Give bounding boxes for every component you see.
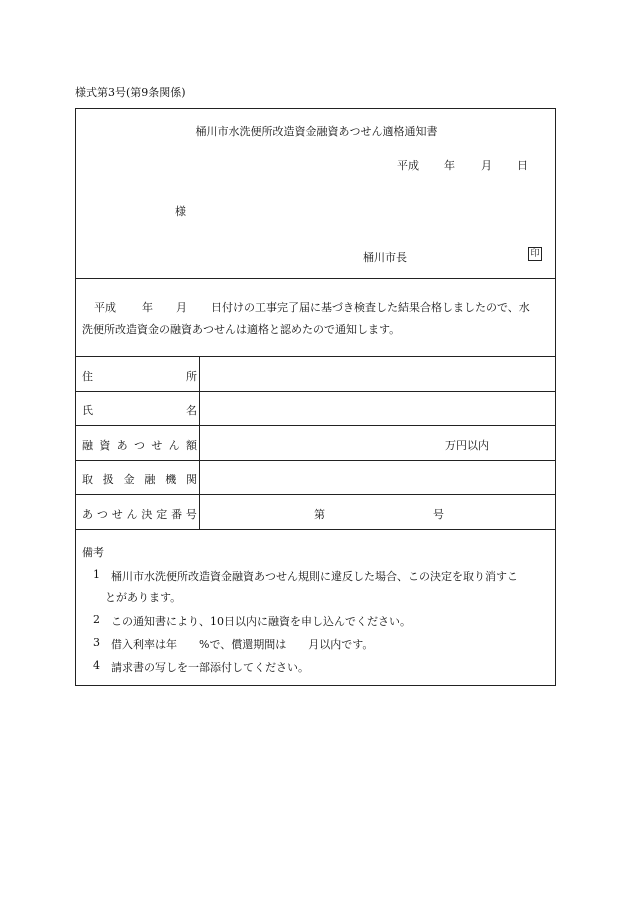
decision-number-suffix: 号 bbox=[433, 508, 444, 521]
label-char: 取 bbox=[82, 473, 93, 486]
label-char: 号 bbox=[185, 508, 197, 521]
label-char: あ bbox=[116, 439, 128, 452]
divider bbox=[76, 356, 555, 357]
remark-text: 請求書の写しを一部添付してください。 bbox=[111, 661, 309, 674]
label-char: 決 bbox=[141, 508, 153, 521]
label-char: 関 bbox=[185, 473, 197, 486]
label-char: せ bbox=[151, 439, 163, 452]
divider bbox=[76, 494, 555, 495]
document-title: 桶川市水洗便所改造資金融資あつせん適格通知書 bbox=[195, 125, 438, 138]
divider bbox=[76, 529, 555, 530]
body-line-2: 洗便所改造資金の融資あつせんは適格と認めたので通知します。 bbox=[82, 323, 401, 336]
label-char: 定 bbox=[156, 508, 168, 521]
remarks-heading: 備考 bbox=[82, 546, 104, 559]
column-divider bbox=[199, 356, 200, 529]
divider bbox=[76, 391, 555, 392]
label-char: ん bbox=[126, 508, 138, 521]
seal-mark: 印 bbox=[528, 247, 542, 261]
label-char: 所 bbox=[186, 370, 197, 383]
remark-text: 桶川市水洗便所改造資金融資あつせん規則に違反した場合、この決定を取り消すこ bbox=[111, 570, 518, 583]
remark-text: この通知書により、10日以内に融資を申し込んでください。 bbox=[111, 615, 411, 628]
row-label-decision-number bbox=[82, 506, 197, 522]
notice-form bbox=[75, 108, 556, 686]
row-label-name bbox=[82, 402, 197, 418]
label-char: せ bbox=[111, 508, 123, 521]
label-char: 扱 bbox=[102, 473, 114, 486]
date-month: 月 bbox=[481, 159, 492, 172]
form-number: 様式第3号(第9条関係) bbox=[75, 86, 186, 99]
label-char: つ bbox=[133, 439, 145, 452]
date-day: 日 bbox=[517, 159, 528, 172]
body-month: 月 bbox=[176, 301, 187, 314]
label-char: 金 bbox=[123, 473, 135, 486]
decision-number-prefix: 第 bbox=[314, 508, 325, 521]
body-year: 年 bbox=[142, 301, 153, 314]
remark-number: 4 bbox=[93, 659, 100, 672]
label-char: 機 bbox=[165, 473, 177, 486]
label-char: 住 bbox=[82, 370, 93, 383]
label-char: 番 bbox=[171, 508, 183, 521]
remark-text-continued: とがあります。 bbox=[105, 591, 182, 604]
label-char: 氏 bbox=[82, 404, 93, 417]
body-era: 平成 bbox=[94, 301, 116, 314]
loan-amount-unit: 万円以内 bbox=[445, 439, 489, 452]
body-line-1: 日付けの工事完了届に基づき検査した結果合格しましたので、水 bbox=[211, 301, 530, 314]
issuer-name: 桶川市長 bbox=[363, 251, 407, 264]
divider bbox=[76, 460, 555, 461]
remark-number: 2 bbox=[93, 613, 100, 626]
label-char: 融 bbox=[144, 473, 156, 486]
row-label-bank bbox=[82, 471, 197, 487]
date-year: 年 bbox=[444, 159, 455, 172]
date-era: 平成 bbox=[397, 159, 419, 172]
label-char: あ bbox=[82, 508, 93, 521]
label-char: ん bbox=[168, 439, 180, 452]
label-char: つ bbox=[96, 508, 108, 521]
label-char: 額 bbox=[185, 439, 197, 452]
label-char: 資 bbox=[99, 439, 111, 452]
remark-number: 3 bbox=[93, 636, 100, 649]
divider bbox=[76, 425, 555, 426]
label-char: 名 bbox=[186, 404, 197, 417]
addressee-suffix: 様 bbox=[175, 205, 186, 218]
remark-number: 1 bbox=[93, 568, 100, 581]
row-label-loan-amount bbox=[82, 437, 197, 453]
label-char: 融 bbox=[82, 439, 93, 452]
row-label-address bbox=[82, 368, 197, 384]
remark-text: 借入利率は年 %で、償還期間は 月以内です。 bbox=[111, 638, 374, 651]
divider bbox=[76, 278, 555, 279]
